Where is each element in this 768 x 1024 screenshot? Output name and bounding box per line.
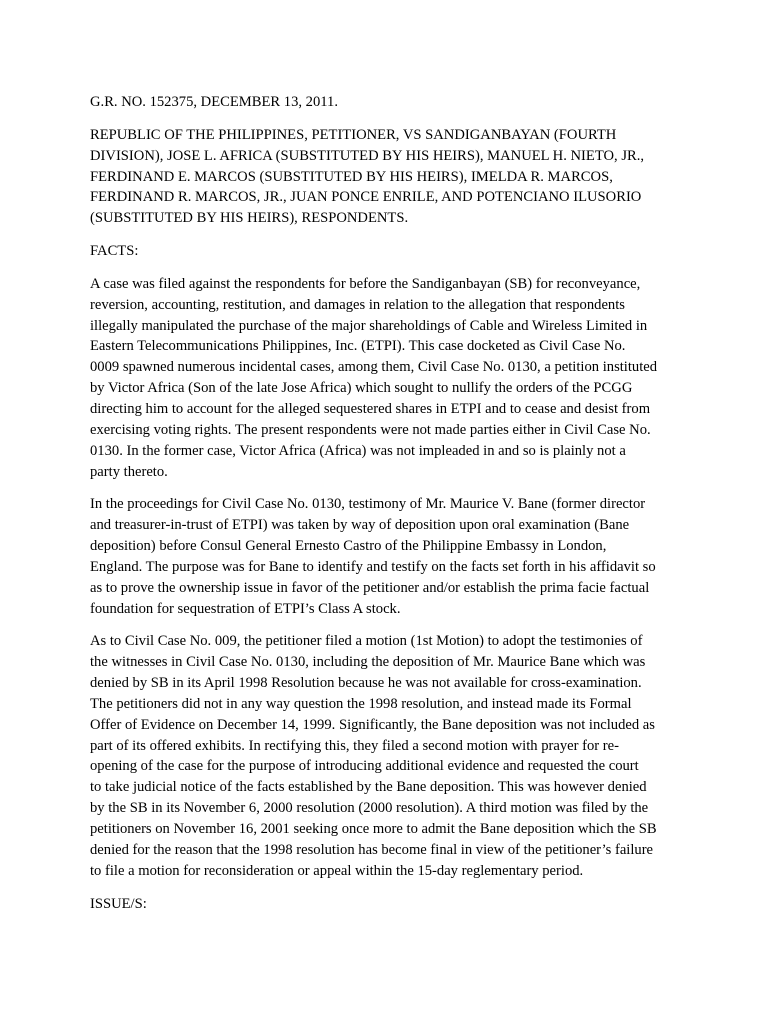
case-caption <box>90 125 708 229</box>
paragraph-line: In the proceedings for Civil Case No. 0130, testimony of Mr. Maurice V. Bane (former director <box>90 496 646 513</box>
citation-line: G.R. NO. 152375, DECEMBER 13, 2011. <box>90 94 338 110</box>
paragraph-line: and treasurer-in-trust of ETPI) was taken by way of deposition upon oral examination (Bane <box>90 517 630 534</box>
facts-paragraph-1 <box>90 274 708 482</box>
heading-line: ISSUE/S: <box>90 895 147 912</box>
paragraph-line: 0009 spawned numerous incidental cases, among them, Civil Case No. 0130, a petition instituted <box>90 359 658 376</box>
paragraph-line: to take judicial notice of the facts established by the Bane deposition. This was however denied <box>90 779 647 796</box>
paragraph-line: The petitioners did not in any way question the 1998 resolution, and instead made its Formal <box>90 695 632 712</box>
paragraph-line: directing him to account for the alleged sequestered shares in ETPI and to cease and desist from <box>90 400 651 417</box>
paragraph-line: denied for the reason that the 1998 resolution has become final in view of the petitioner’s failure <box>90 841 654 858</box>
paragraph-line: exercising voting rights. The present respondents were not made parties either in Civil Case No. <box>90 421 651 438</box>
paragraph-line: part of its offered exhibits. In rectifying this, they filed a second motion with prayer for re- <box>90 737 620 754</box>
paragraph-line: opening of the case for the purpose of introducing additional evidence and requested the court <box>90 758 639 775</box>
caption-line: DIVISION), JOSE L. AFRICA (SUBSTITUTED BY HIS HEIRS), MANUEL H. NIETO, JR., <box>90 147 645 164</box>
paragraph-line: by Victor Africa (Son of the late Jose Africa) which sought to nullify the orders of the PCGG <box>90 380 633 397</box>
paragraph-line: As to Civil Case No. 009, the petitioner filed a motion (1st Motion) to adopt the testimonies of <box>90 633 643 650</box>
paragraph-line: by the SB in its November 6, 2000 resolution (2000 resolution). A third motion was filed by the <box>90 800 649 817</box>
paragraph-line: deposition) before Consul General Ernesto Castro of the Philippine Embassy in London, <box>90 538 607 555</box>
paragraph-line: illegally manipulated the purchase of the major shareholdings of Cable and Wireless Limited in <box>90 317 648 334</box>
heading-line: FACTS: <box>90 243 139 260</box>
paragraph-line: petitioners on November 16, 2001 seeking once more to admit the Bane deposition which the SB <box>90 821 657 837</box>
paragraph-line: as to prove the ownership issue in favor of the petitioner and/or establish the prima facie factual <box>90 579 650 596</box>
facts-heading <box>90 241 708 262</box>
facts-paragraph-3 <box>90 631 708 881</box>
case-citation <box>90 92 708 113</box>
paragraph-line: denied by SB in its April 1998 Resolution because he was not available for cross-examination. <box>90 675 642 692</box>
paragraph-line: 0130. In the former case, Victor Africa (Africa) was not impleaded in and so is plainly not a <box>90 442 626 459</box>
paragraph-line: England. The purpose was for Bane to identify and testify on the facts set forth in his affidavit so <box>90 558 656 575</box>
paragraph-line: the witnesses in Civil Case No. 0130, including the deposition of Mr. Maurice Bane which was <box>90 654 646 671</box>
caption-line: REPUBLIC OF THE PHILIPPINES, PETITIONER, VS SANDIGANBAYAN (FOURTH <box>90 126 617 143</box>
caption-line: FERDINAND E. MARCOS (SUBSTITUTED BY HIS HEIRS), IMELDA R. MARCOS, <box>90 168 613 185</box>
paragraph-line: A case was filed against the respondents for before the Sandiganbayan (SB) for reconveyance, <box>90 275 641 292</box>
paragraph-line: reversion, accounting, restitution, and damages in relation to the allegation that respondents <box>90 296 625 313</box>
caption-line: (SUBSTITUTED BY HIS HEIRS), RESPONDENTS. <box>90 210 409 227</box>
paragraph-line: party thereto. <box>90 463 168 480</box>
facts-paragraph-2 <box>90 494 708 619</box>
caption-line: FERDINAND R. MARCOS, JR., JUAN PONCE ENRILE, AND POTENCIANO ILUSORIO <box>90 189 642 206</box>
issues-heading <box>90 894 708 915</box>
paragraph-line: Eastern Telecommunications Philippines, Inc. (ETPI). This case docketed as Civil Case No. <box>90 338 626 355</box>
paragraph-line: Offer of Evidence on December 14, 1999. Significantly, the Bane deposition was not included as <box>90 716 655 733</box>
paragraph-line: foundation for sequestration of ETPI’s Class A stock. <box>90 600 401 617</box>
paragraph-line: to file a motion for reconsideration or appeal within the 15-day reglementary period. <box>90 862 584 879</box>
